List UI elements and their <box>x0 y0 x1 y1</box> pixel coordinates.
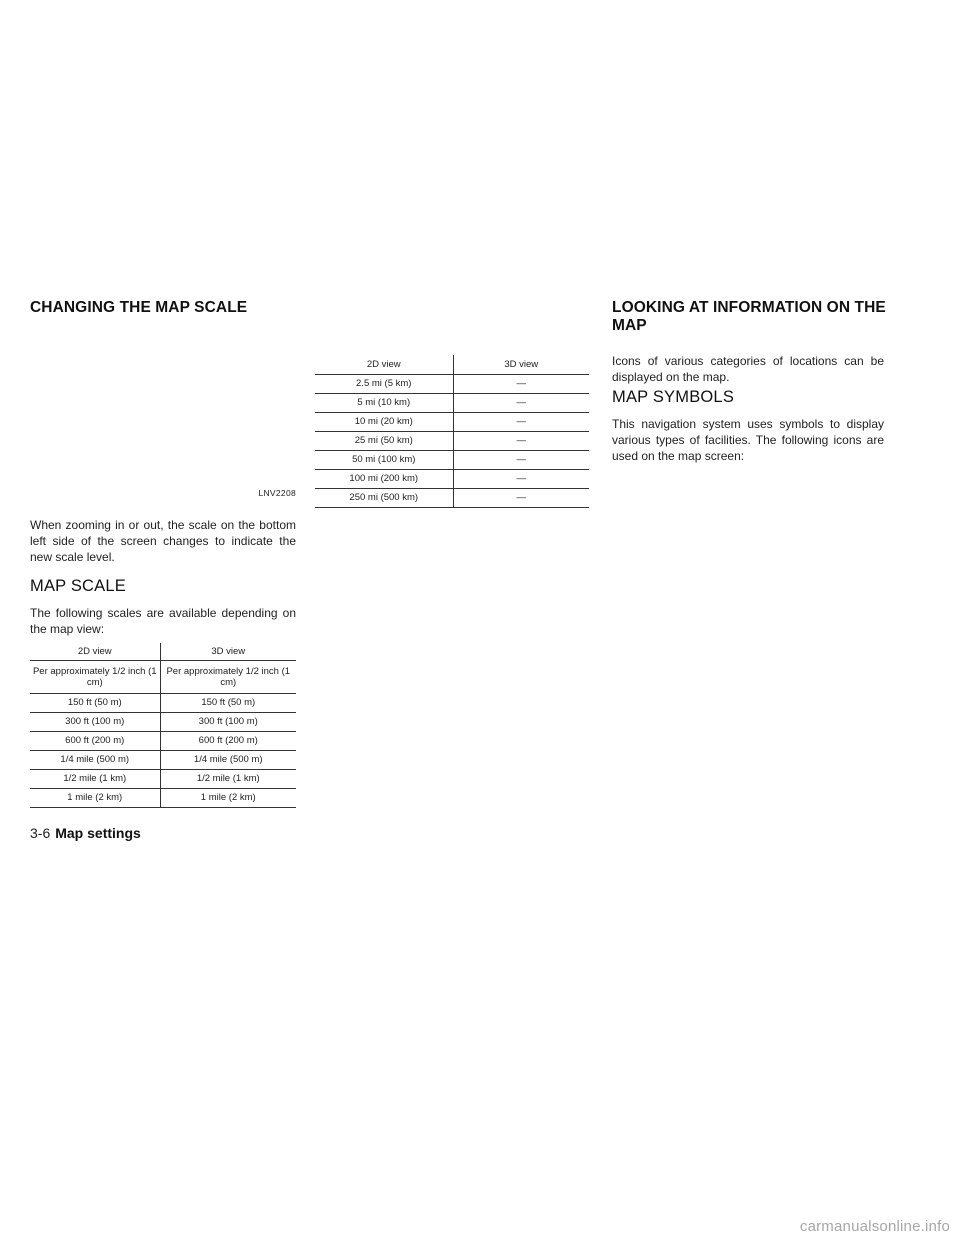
table-cell: 1/2 mile (1 km) <box>160 769 296 788</box>
table-row <box>315 469 589 488</box>
table-cell: — <box>453 374 589 393</box>
table-cell: — <box>453 431 589 450</box>
table-cell: Per approximately 1/2 inch (1 cm) <box>160 660 296 693</box>
watermark-text[interactable]: carmanualsonline.info <box>799 1218 950 1235</box>
table-cell: 25 mi (50 km) <box>315 431 453 450</box>
table-row <box>30 712 296 731</box>
table-cell: — <box>453 412 589 431</box>
table-header-2d: 2D view <box>30 643 160 660</box>
heading-map-scale: MAP SCALE <box>30 577 126 595</box>
table-cell: 1/2 mile (1 km) <box>30 769 160 788</box>
table-cell: 150 ft (50 m) <box>30 693 160 712</box>
table-cell: 1/4 mile (500 m) <box>160 750 296 769</box>
table-header-3d: 3D view <box>453 355 589 374</box>
table-header-2d: 2D view <box>315 355 453 374</box>
heading-map-symbols: MAP SYMBOLS <box>612 388 735 406</box>
heading-changing-map-scale: CHANGING THE MAP SCALE <box>30 299 248 316</box>
table-row <box>315 431 589 450</box>
table-row <box>30 788 296 807</box>
table-cell: 1 mile (2 km) <box>30 788 160 807</box>
table-cell: — <box>453 488 589 507</box>
table-header-row <box>30 643 296 660</box>
table-row <box>30 769 296 788</box>
table-row <box>30 693 296 712</box>
footer-section-title: Map settings <box>55 825 141 841</box>
right-scale-table <box>315 355 589 508</box>
page-number: 3-6 <box>30 825 51 841</box>
map-scale-paragraph: The following scales are available depending on the map view: <box>30 606 296 636</box>
map-scale-figure <box>30 330 298 500</box>
table-cell: 2.5 mi (5 km) <box>315 374 453 393</box>
table-cell: 300 ft (100 m) <box>30 712 160 731</box>
table-cell: 150 ft (50 m) <box>160 693 296 712</box>
table-row <box>30 660 296 693</box>
table-cell: — <box>453 469 589 488</box>
zoom-paragraph: When zooming in or out, the scale on the bottom left side of the screen changes to indicate the new scale level. <box>30 518 296 564</box>
table-cell: — <box>453 393 589 412</box>
table-cell: 600 ft (200 m) <box>160 731 296 750</box>
table-cell: 5 mi (10 km) <box>315 393 453 412</box>
table-cell: 10 mi (20 km) <box>315 412 453 431</box>
table-row <box>315 450 589 469</box>
table-cell: 50 mi (100 km) <box>315 450 453 469</box>
symbols-paragraph: This navigation system uses symbols to display various types of facilities. The following icons are used on the map screen: <box>612 417 884 463</box>
table-row <box>315 374 589 393</box>
table-row <box>315 412 589 431</box>
table-header-3d: 3D view <box>160 643 296 660</box>
table-cell: 1 mile (2 km) <box>160 788 296 807</box>
table-row <box>315 393 589 412</box>
heading-looking-at-info: LOOKING AT INFORMATION ON THE MAP <box>612 299 886 334</box>
table-cell: 100 mi (200 km) <box>315 469 453 488</box>
table-cell: 250 mi (500 km) <box>315 488 453 507</box>
figure-id-label: LNV2208 <box>258 488 296 498</box>
table-cell: — <box>453 450 589 469</box>
table-header-row <box>315 355 589 374</box>
table-row <box>315 488 589 507</box>
table-cell: 600 ft (200 m) <box>30 731 160 750</box>
icons-paragraph: Icons of various categories of locations can be displayed on the map. <box>612 354 884 384</box>
table-cell: 300 ft (100 m) <box>160 712 296 731</box>
table-cell: 1/4 mile (500 m) <box>30 750 160 769</box>
left-scale-table <box>30 643 296 808</box>
table-cell: Per approximately 1/2 inch (1 cm) <box>30 660 160 693</box>
table-row <box>30 750 296 769</box>
table-row <box>30 731 296 750</box>
page-footer <box>30 825 141 843</box>
